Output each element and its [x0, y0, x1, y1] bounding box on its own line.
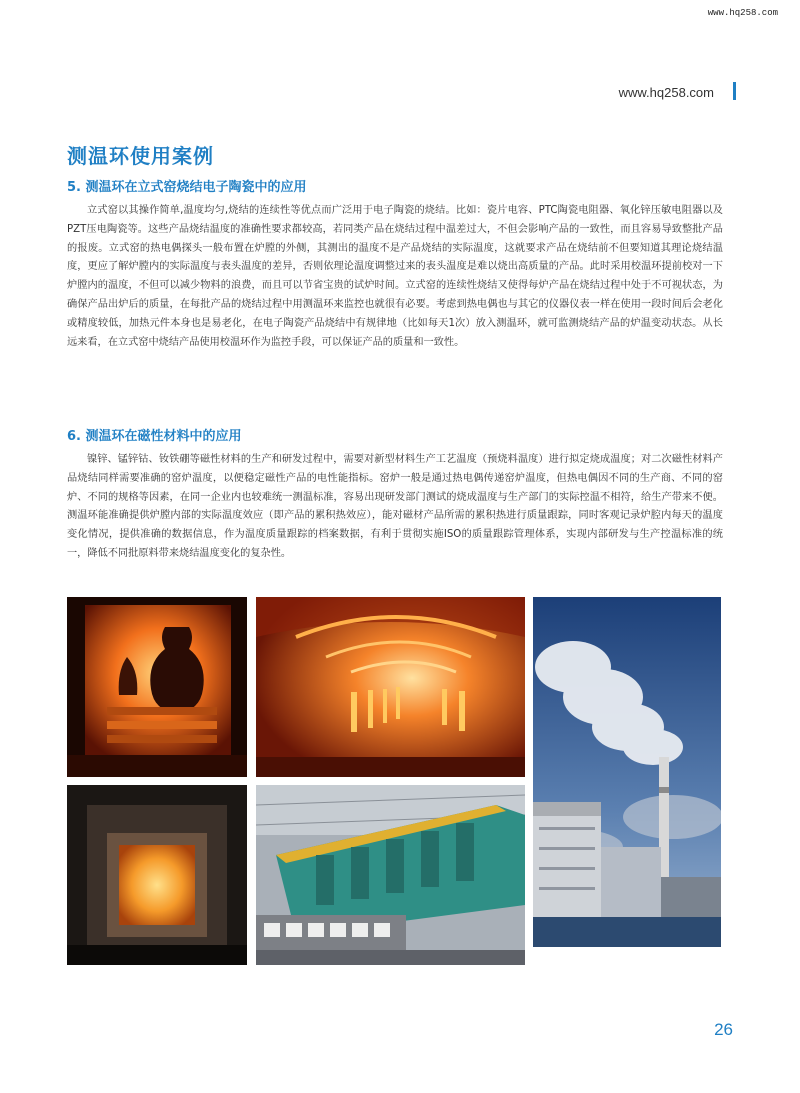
section-body-5: 立式窑以其操作简单,温度均匀,烧结的连续性等优点而广泛用于电子陶瓷的烧结。比如：瓷片电容、PTC陶瓷电阻器、氧化锌压敏电阻器以及PZT压电陶瓷等。这些产品烧结温度的准确性要求都较高，若同类产品在烧结过程中温差过大，不但会影响产品的一致性，而且容易导致整批产品的报废。立式窑的热电偶探头一般布置在炉膛的外侧，其测出的温度不是产品烧结的实际温度，这就要求产品在烧结前不但要知道其理论烧结温度，更应了解炉膛内的实际温度与表头温度的差异，否则依理论温度调整过来的表头温度是难以烧出高质量的产品。此时采用校温环提前校对一下炉膛内的温度，不但可以减少物料的浪费，而且可以节省宝贵的试炉时间。立式窑的连续性烧结又使得每炉产品在烧结过程中处于不可视状态，为确保产品出炉后的质量，在每批产品的烧结过程中用测温环来监控也就很有必要。考虑到热电偶也与其它的仪器仪表一样在使用一段时间后会老化或精度较低，加热元件本身也是易老化，在电子陶瓷产品烧结中有规律地（比如每天1次）放入测温环，就可监测烧结产品的炉温变动状态。从长远来看，在立式窑中烧结产品使用校温环作为监控手段，可以保证产品的质量和一致性。 [67, 205, 723, 348]
power-plant-chimney-photo [533, 597, 721, 947]
kiln-ceramics-photo [67, 597, 247, 777]
header-accent-bar [733, 82, 736, 100]
site-url: www.hq258.com [618, 85, 714, 100]
industrial-furnace-line-photo [256, 785, 525, 965]
furnace-door-photo [67, 785, 247, 965]
section-heading-6: 6. 测温环在磁性材料中的应用 [67, 429, 242, 444]
page-title: 测温环使用案例 [67, 144, 214, 168]
page-number: 26 [714, 1020, 733, 1039]
section-body-6: 镍锌、锰锌钴、钕铁硼等磁性材料的生产和研发过程中，需要对新型材料生产工艺温度（预烧料温度）进行拟定烧成温度；对二次磁性材料产品烧结同样需要准确的窑炉温度，以便稳定磁性产品的电性能指标。窑炉一般是通过热电偶传递窑炉温度，但热电偶因不同的生产商、不同的窑炉、不同的规格等因素，在同一企业内也较难统一测温标准，容易出现研发部门测试的烧成温度与生产部门的实际控温不相符，给生产带来不便。测温环能准确提供炉膛内部的实际温度效应（即产品的累积热效应），能对磁材产品所需的累积热进行质量跟踪，同时客观记录炉腔内每天的温度变化情况，提供准确的数据信息，作为温度质量跟踪的档案数据，有利于贯彻实施ISO的质量跟踪管理体系，实现内部研发与生产控温标准的统一，降低不同批原料带来烧结温度变化的复杂性。 [67, 454, 723, 559]
section-heading-5: 5. 测温环在立式窑烧结电子陶瓷中的应用 [67, 180, 307, 195]
tunnel-kiln-photo [256, 597, 525, 777]
watermark: www.hq258.com [707, 8, 778, 18]
